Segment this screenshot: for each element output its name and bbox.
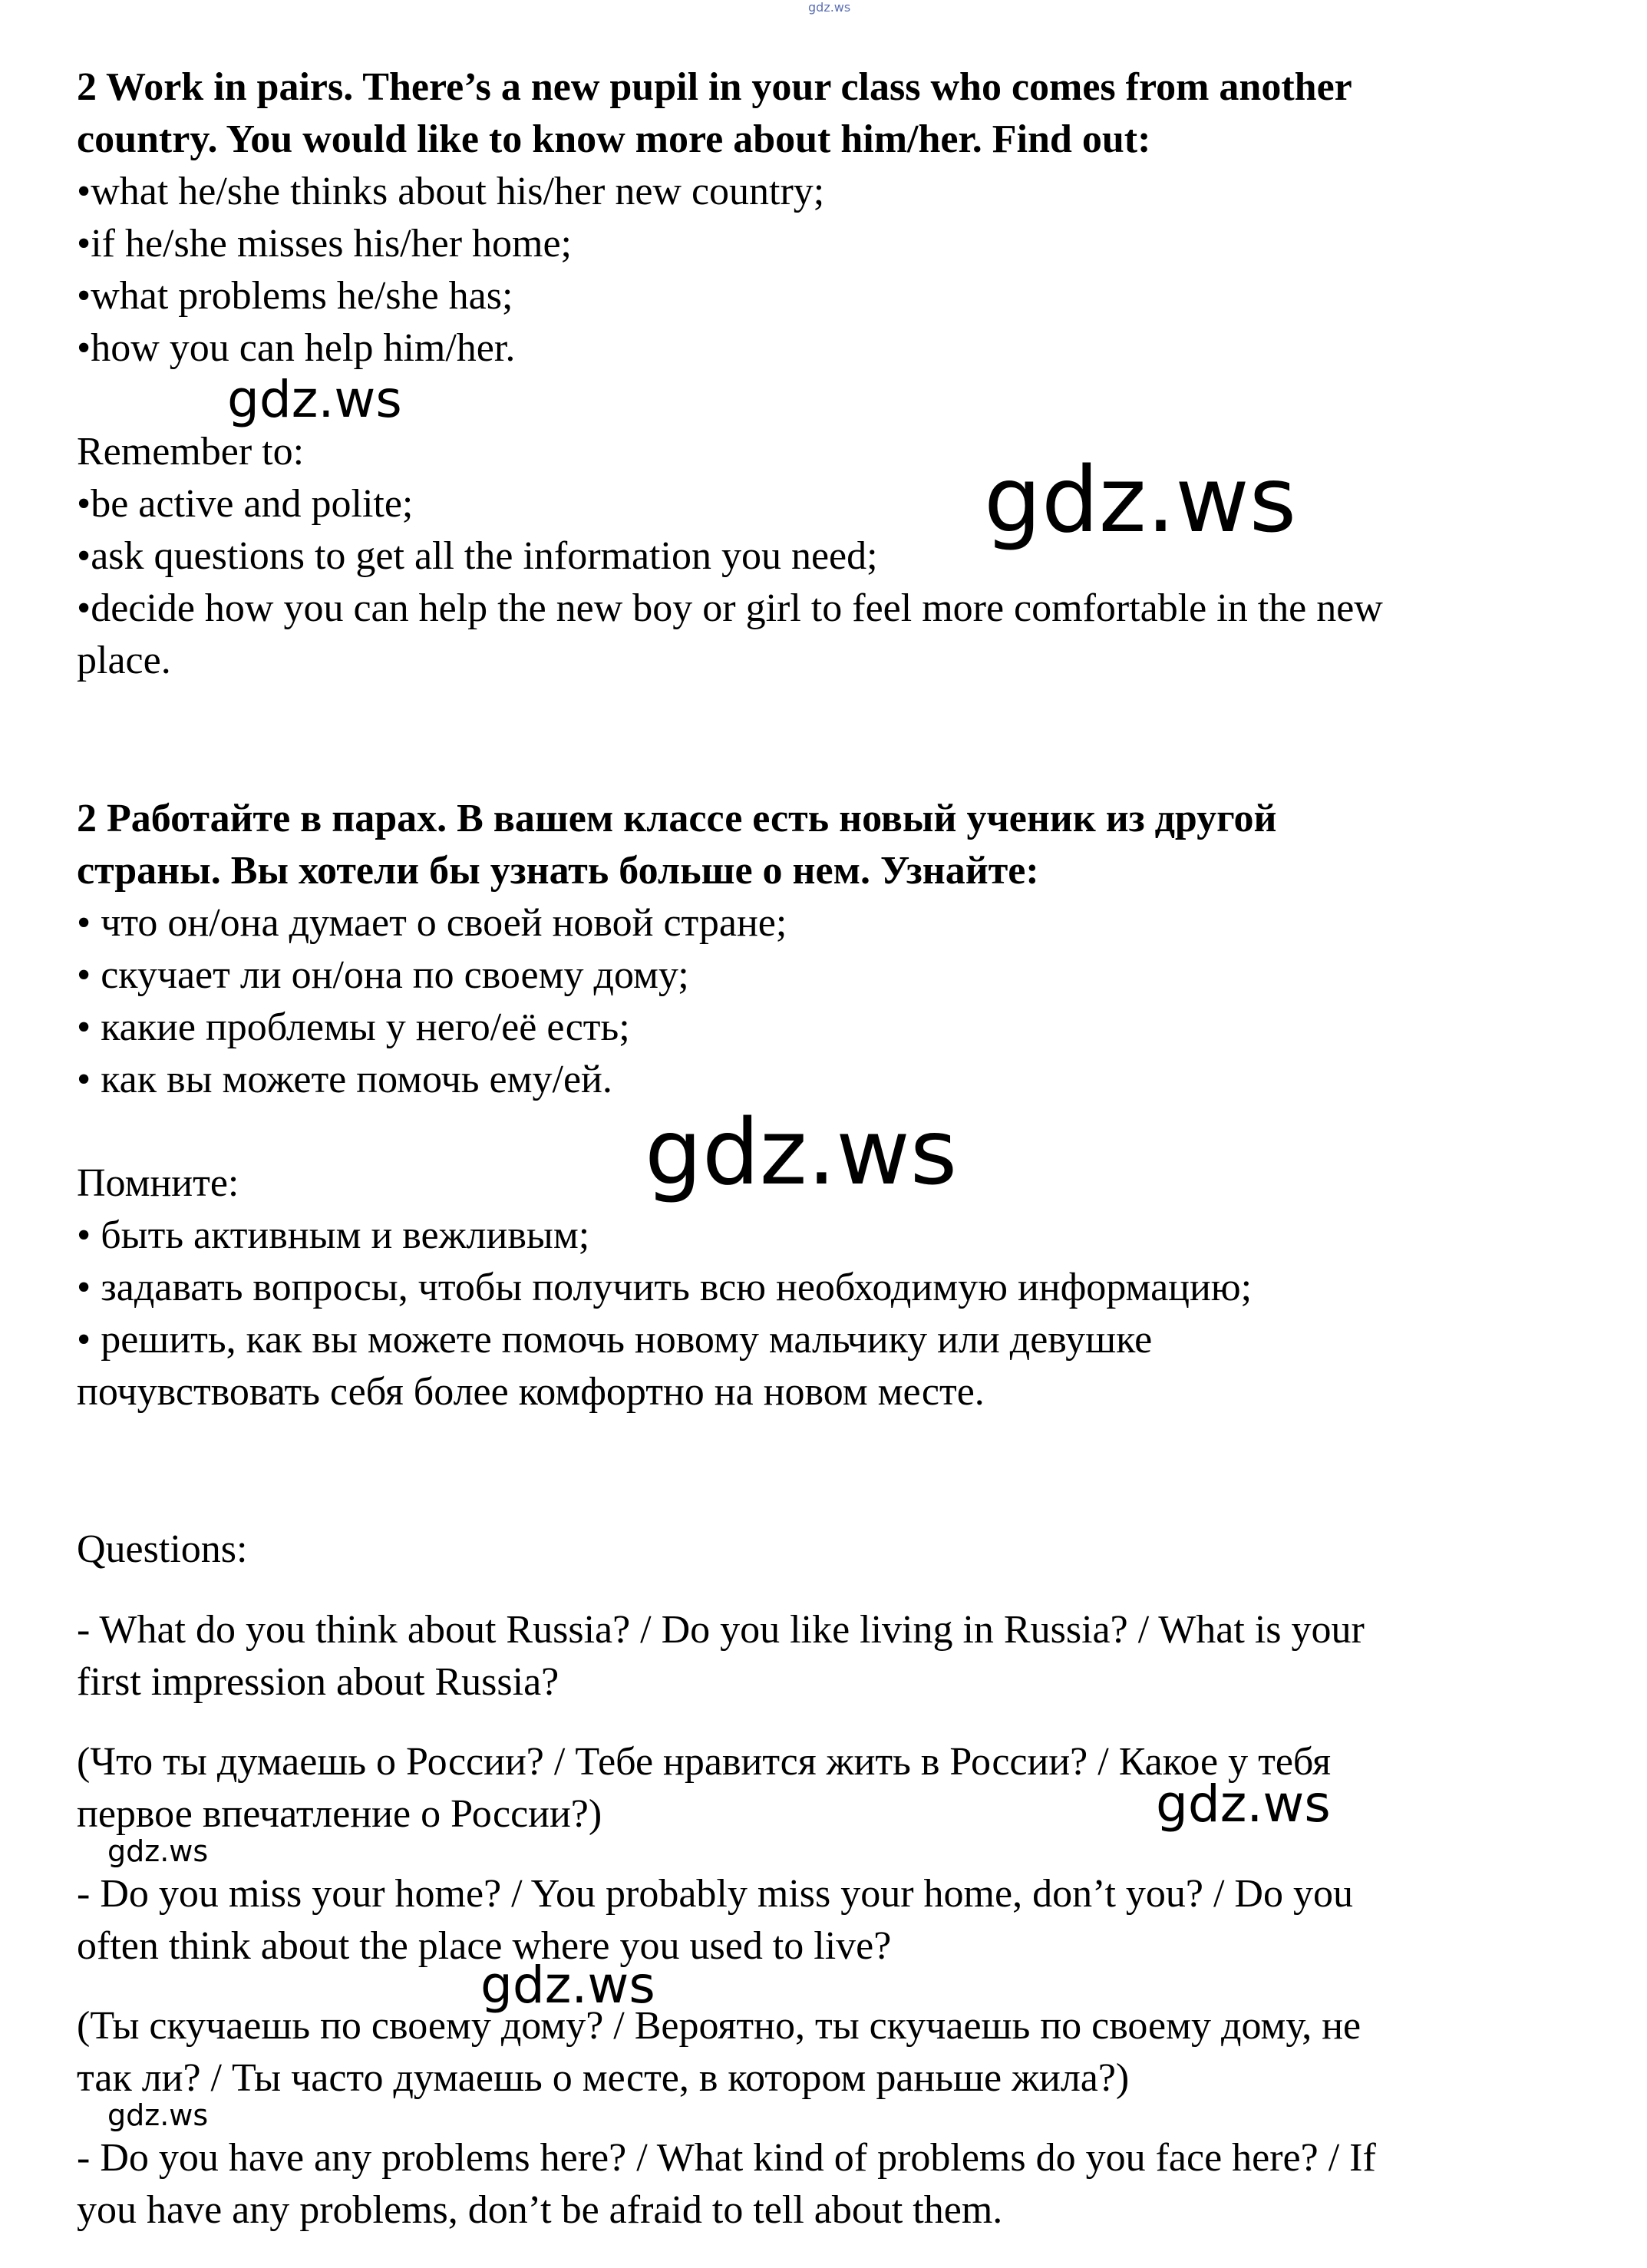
english-remember-label: Remember to: — [77, 430, 305, 474]
russian-heading-line-1: 2 Работайте в парах. В вашем классе есть новый ученик из другой — [77, 797, 1277, 840]
question-3-en-line-2: you have any problems, don’t be afraid to tell about them. — [77, 2188, 1003, 2232]
english-bullet-3: •what problems he/she has; — [77, 274, 513, 318]
russian-remember-item-2: • задавать вопросы, чтобы получить всю необходимую информацию; — [77, 1266, 1253, 1309]
english-remember-item-3: •decide how you can help the new boy or girl to feel more comfortable in the new — [77, 586, 1383, 630]
english-bullet-1: •what he/she thinks about his/her new country; — [77, 170, 825, 213]
english-remember-item-4: place. — [77, 639, 171, 682]
watermark-3: gdz.ws — [645, 1099, 958, 1205]
english-heading-line-2: country. You would like to know more about him/her. Find out: — [77, 117, 1151, 161]
question-2-ru-line-1: (Ты скучаешь по своему дому? / Вероятно, ты скучаешь по своему дому, не — [77, 2004, 1361, 2048]
question-1-ru-line-1: (Что ты думаешь о России? / Тебе нравится жить в России? / Какое у тебя — [77, 1740, 1331, 1784]
russian-heading-line-2: страны. Вы хотели бы узнать больше о нем. Узнайте: — [77, 849, 1039, 893]
english-heading-line-1: 2 Work in pairs. There’s a new pupil in your class who comes from another — [77, 65, 1352, 109]
russian-bullet-2: • скучает ли он/она по своему дому; — [77, 953, 689, 997]
russian-remember-item-3: • решить, как вы можете помочь новому мальчику или девушке — [77, 1318, 1153, 1362]
english-remember-item-1: •be active and polite; — [77, 482, 414, 526]
watermark-top: gdz.ws — [808, 0, 851, 15]
watermark-6: gdz.ws — [480, 1956, 655, 2015]
watermark-2: gdz.ws — [984, 447, 1297, 553]
russian-bullet-4: • как вы можете помочь ему/ей. — [77, 1058, 612, 1101]
question-1-en-line-2: first impression about Russia? — [77, 1660, 559, 1704]
russian-remember-item-4: почувствовать себя более комфортно на новом месте. — [77, 1370, 985, 1414]
question-1-ru-line-2: первое впечатление о России?) — [77, 1792, 602, 1836]
watermark-7: gdz.ws — [107, 2098, 209, 2132]
watermark-5: gdz.ws — [107, 1834, 209, 1868]
question-1-en-line-1: - What do you think about Russia? / Do you like living in Russia? / What is your — [77, 1608, 1365, 1652]
russian-remember-label: Помните: — [77, 1161, 239, 1205]
russian-bullet-1: • что он/она думает о своей новой стране; — [77, 901, 787, 945]
watermark-1: gdz.ws — [227, 370, 402, 429]
question-2-en-line-1: - Do you miss your home? / You probably miss your home, don’t you? / Do you — [77, 1872, 1353, 1916]
english-bullet-2: •if he/she misses his/her home; — [77, 222, 572, 266]
english-bullet-4: •how you can help him/her. — [77, 326, 516, 370]
questions-label: Questions: — [77, 1527, 248, 1571]
question-2-ru-line-2: так ли? / Ты часто думаешь о месте, в котором раньше жила?) — [77, 2056, 1130, 2100]
english-remember-item-2: •ask questions to get all the information you need; — [77, 534, 878, 578]
watermark-4: gdz.ws — [1156, 1774, 1331, 1834]
question-3-en-line-1: - Do you have any problems here? / What kind of problems do you face here? / If — [77, 2136, 1376, 2180]
question-2-en-line-2: often think about the place where you used to live? — [77, 1924, 892, 1968]
russian-remember-item-1: • быть активным и вежливым; — [77, 1213, 590, 1257]
russian-bullet-3: • какие проблемы у него/её есть; — [77, 1005, 630, 1049]
